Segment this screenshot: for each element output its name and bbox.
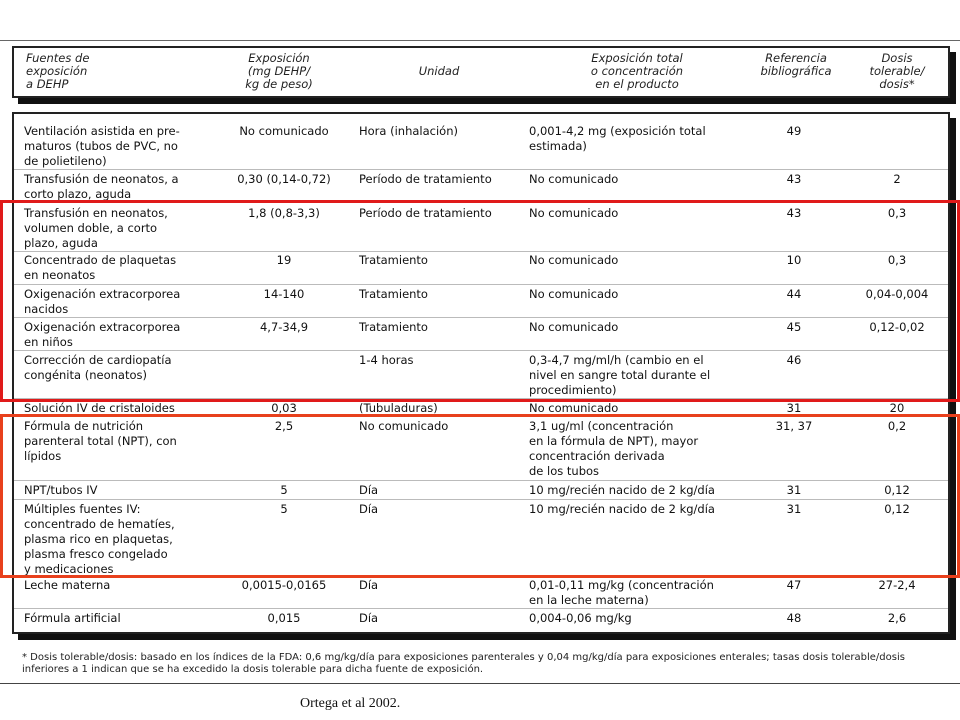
cell-reference: 44 <box>786 287 802 301</box>
cell-source: Fórmula de nutrición parenteral total (NPT), con lípidos <box>24 419 177 463</box>
cell-source: Leche materna <box>24 578 111 592</box>
header-unit: Unidad <box>418 64 460 78</box>
cell-unit: Día <box>359 578 379 592</box>
row-divider <box>14 202 948 203</box>
cell-source: Múltiples fuentes IV: concentrado de hematíes, plasma rico en plaquetas, plasma fresco congelado y medicaciones <box>24 502 175 576</box>
cell-total: 0,01-0,11 mg/kg (concentración en la leche materna) <box>529 578 714 607</box>
cell-dose: 2 <box>893 172 901 186</box>
top-rule <box>0 40 960 41</box>
cell-unit: Día <box>359 611 379 625</box>
cell-total: No comunicado <box>529 172 619 186</box>
cell-unit: Día <box>359 502 379 516</box>
cell-unit: Período de tratamiento <box>359 172 492 186</box>
bottom-rule <box>0 683 960 684</box>
cell-unit: Tratamiento <box>359 287 428 301</box>
cell-exposure: 0,015 <box>267 611 301 625</box>
cell-dose: 20 <box>889 401 905 415</box>
cell-source: NPT/tubos IV <box>24 483 98 497</box>
cell-exposure: 19 <box>276 253 292 267</box>
row-divider <box>14 317 948 318</box>
cell-exposure: 0,03 <box>271 401 297 415</box>
cell-source: Transfusión en neonatos, volumen doble, a corto plazo, aguda <box>24 206 168 250</box>
table-footnote: * Dosis tolerable/dosis: basado en los índices de la FDA: 0,6 mg/kg/día para exposiciones parenterales y 0,04 mg/kg/día para exposiciones enterales; tasas dosis tolerable/dosis inferiores a 1 indican que se ha excedido la dosis tolerable para dicha fuente de exposición. <box>22 652 905 675</box>
row-divider <box>14 251 948 252</box>
cell-exposure: 5 <box>280 502 288 516</box>
cell-unit: 1-4 horas <box>359 353 414 367</box>
cell-reference: 10 <box>786 253 802 267</box>
row-divider <box>14 169 948 170</box>
row-divider <box>14 350 948 351</box>
cell-reference: 31 <box>786 483 802 497</box>
cell-exposure: 2,5 <box>274 419 294 433</box>
cell-reference: 49 <box>786 124 802 138</box>
cell-reference: 43 <box>786 206 802 220</box>
cell-total: No comunicado <box>529 206 619 220</box>
row-divider <box>14 480 948 481</box>
cell-unit: Hora (inhalación) <box>359 124 458 138</box>
cell-source: Oxigenación extracorporea nacidos <box>24 287 181 316</box>
cell-unit: Tratamiento <box>359 253 428 267</box>
cell-total: No comunicado <box>529 287 619 301</box>
table-header <box>12 46 950 98</box>
cell-total: 10 mg/recién nacido de 2 kg/día <box>529 483 715 497</box>
cell-reference: 45 <box>786 320 802 334</box>
cell-unit: Día <box>359 483 379 497</box>
cell-total: 0,3-4,7 mg/ml/h (cambio en el nivel en sangre total durante el procedimiento) <box>529 353 711 397</box>
cell-dose: 27-2,4 <box>878 578 916 592</box>
cell-dose: 0,2 <box>887 419 907 433</box>
cell-total: 0,001-4,2 mg (exposición total estimada) <box>529 124 706 153</box>
cell-dose: 0,04-0,004 <box>865 287 929 301</box>
cell-total: 3,1 ug/ml (concentración en la fórmula de NPT), mayor concentración derivada de los tubos <box>529 419 699 478</box>
header-sources: Fuentes de exposición a DEHP <box>26 51 90 91</box>
cell-exposure: 14-140 <box>263 287 305 301</box>
cell-reference: 48 <box>786 611 802 625</box>
cell-source: Corrección de cardiopatía congénita (neonatos) <box>24 353 172 382</box>
cell-unit: No comunicado <box>359 419 449 433</box>
table-body <box>12 112 950 634</box>
cell-exposure: 4,7-34,9 <box>259 320 309 334</box>
cell-unit: Tratamiento <box>359 320 428 334</box>
cell-source: Fórmula artificial <box>24 611 121 625</box>
cell-total: No comunicado <box>529 253 619 267</box>
cell-exposure: 5 <box>280 483 288 497</box>
cell-dose: 0,12-0,02 <box>869 320 925 334</box>
header-total: Exposición total o concentración en el producto <box>590 51 684 91</box>
row-divider <box>14 416 948 417</box>
row-divider <box>14 284 948 285</box>
cell-source: Solución IV de cristaloides <box>24 401 175 415</box>
cell-exposure: No comunicado <box>239 124 329 138</box>
cell-reference: 43 <box>786 172 802 186</box>
row-divider <box>14 398 948 399</box>
cell-dose: 0,3 <box>887 206 907 220</box>
row-divider <box>14 576 948 577</box>
cell-total: No comunicado <box>529 401 619 415</box>
cell-source: Transfusión de neonatos, a corto plazo, aguda <box>24 172 179 201</box>
cell-reference: 31 <box>786 401 802 415</box>
cell-total: 10 mg/recién nacido de 2 kg/día <box>529 502 715 516</box>
cell-source: Oxigenación extracorporea en niños <box>24 320 181 349</box>
row-divider <box>14 608 948 609</box>
header-reference: Referencia bibliográfica <box>760 51 832 78</box>
cell-reference: 31, 37 <box>775 419 813 433</box>
cell-dose: 2,6 <box>887 611 907 625</box>
cell-source: Ventilación asistida en pre- maturos (tubos de PVC, no de polietileno) <box>24 124 180 168</box>
cell-dose: 0,3 <box>887 253 907 267</box>
header-dose: Dosis tolerable/ dosis* <box>869 51 925 91</box>
cell-source: Concentrado de plaquetas en neonatos <box>24 253 177 282</box>
cell-reference: 31 <box>786 502 802 516</box>
cell-exposure: 1,8 (0,8-3,3) <box>248 206 320 220</box>
header-exposure: Exposición (mg DEHP/ kg de peso) <box>245 51 313 91</box>
cell-unit: (Tubuladuras) <box>359 401 438 415</box>
cell-reference: 46 <box>786 353 802 367</box>
cell-dose: 0,12 <box>884 502 910 516</box>
cell-total: 0,004-0,06 mg/kg <box>529 611 632 625</box>
citation: Ortega et al 2002. <box>300 696 401 711</box>
cell-reference: 47 <box>786 578 802 592</box>
cell-unit: Período de tratamiento <box>359 206 492 220</box>
cell-dose: 0,12 <box>884 483 910 497</box>
cell-exposure: 0,30 (0,14-0,72) <box>237 172 331 186</box>
cell-total: No comunicado <box>529 320 619 334</box>
row-divider <box>14 499 948 500</box>
cell-exposure: 0,0015-0,0165 <box>241 578 327 592</box>
